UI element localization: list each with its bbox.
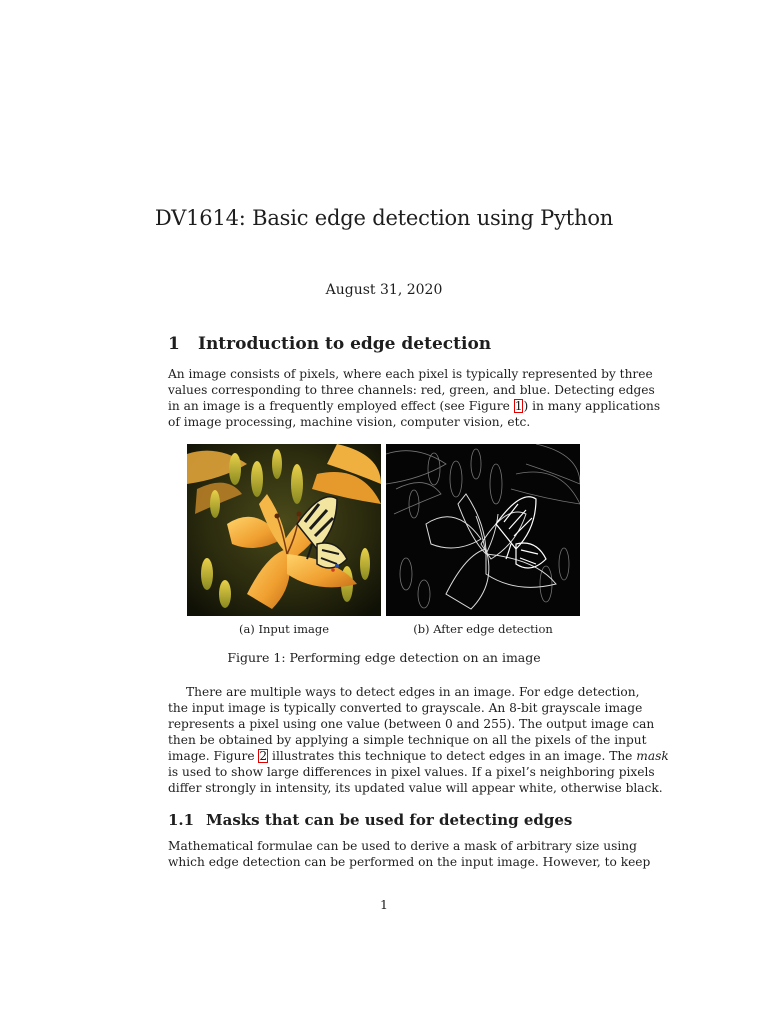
text-line: differ strongly in intensity, its updated value will appear white, otherwise black. [168, 781, 663, 795]
figure-2-link[interactable]: 2 [259, 749, 268, 763]
text-line: An image consists of pixels, where each pixel is typically represented by three [168, 367, 653, 381]
section-number: 1 [168, 334, 180, 354]
text-fragment: image. Figure [168, 749, 259, 763]
figure-caption: Figure 1: Performing edge detection on an image [227, 650, 541, 665]
text-line [168, 398, 661, 414]
text-line: then be obtained by applying a simple technique on all the pixels of the input [168, 733, 647, 747]
text-line: of image processing, machine vision, computer vision, etc. [168, 415, 531, 429]
subfigure-caption-b: (b) After edge detection [413, 622, 553, 636]
subsection-number: 1.1 [168, 811, 195, 829]
intro-paragraph [168, 366, 661, 430]
text-line [168, 748, 669, 764]
figure-1-link[interactable]: 1 [514, 399, 523, 413]
text-line: Mathematical formulae can be used to derive a mask of arbitrary size using [168, 839, 637, 853]
text-line: represents a pixel using one value (between 0 and 255). The output image can [168, 717, 655, 731]
emphasis-mask: mask [636, 749, 669, 763]
text-line: There are multiple ways to detect edges in an image. For edge detection, [186, 685, 640, 699]
masks-paragraph [168, 838, 651, 870]
section-title: Introduction to edge detection [198, 334, 492, 354]
text-fragment: illustrates this technique to detect edges in an image. The [268, 749, 637, 763]
text-line: which edge detection can be performed on the input image. However, to keep [168, 855, 651, 869]
edge-detected-image [386, 444, 580, 616]
edge-methods-paragraph [168, 684, 669, 796]
text-fragment: in an image is a frequently employed effect (see Figure [168, 399, 514, 413]
section-heading-introduction [168, 334, 491, 354]
input-image [187, 444, 381, 616]
text-line: is used to show large differences in pixel values. If a pixel’s neighboring pixels [168, 765, 655, 779]
page-number: 1 [380, 897, 388, 912]
document-date: August 31, 2020 [325, 282, 443, 298]
text-line: values corresponding to three channels: red, green, and blue. Detecting edges [168, 383, 655, 397]
document-title: DV1614: Basic edge detection using Python [154, 206, 614, 230]
subfigure-caption-a: (a) Input image [238, 622, 330, 636]
text-fragment: ) in many applications [523, 399, 661, 413]
subsection-title: Masks that can be used for detecting edges [206, 811, 573, 829]
subsection-heading-masks [168, 811, 572, 829]
text-line: the input image is typically converted to grayscale. An 8-bit grayscale image [168, 701, 643, 715]
